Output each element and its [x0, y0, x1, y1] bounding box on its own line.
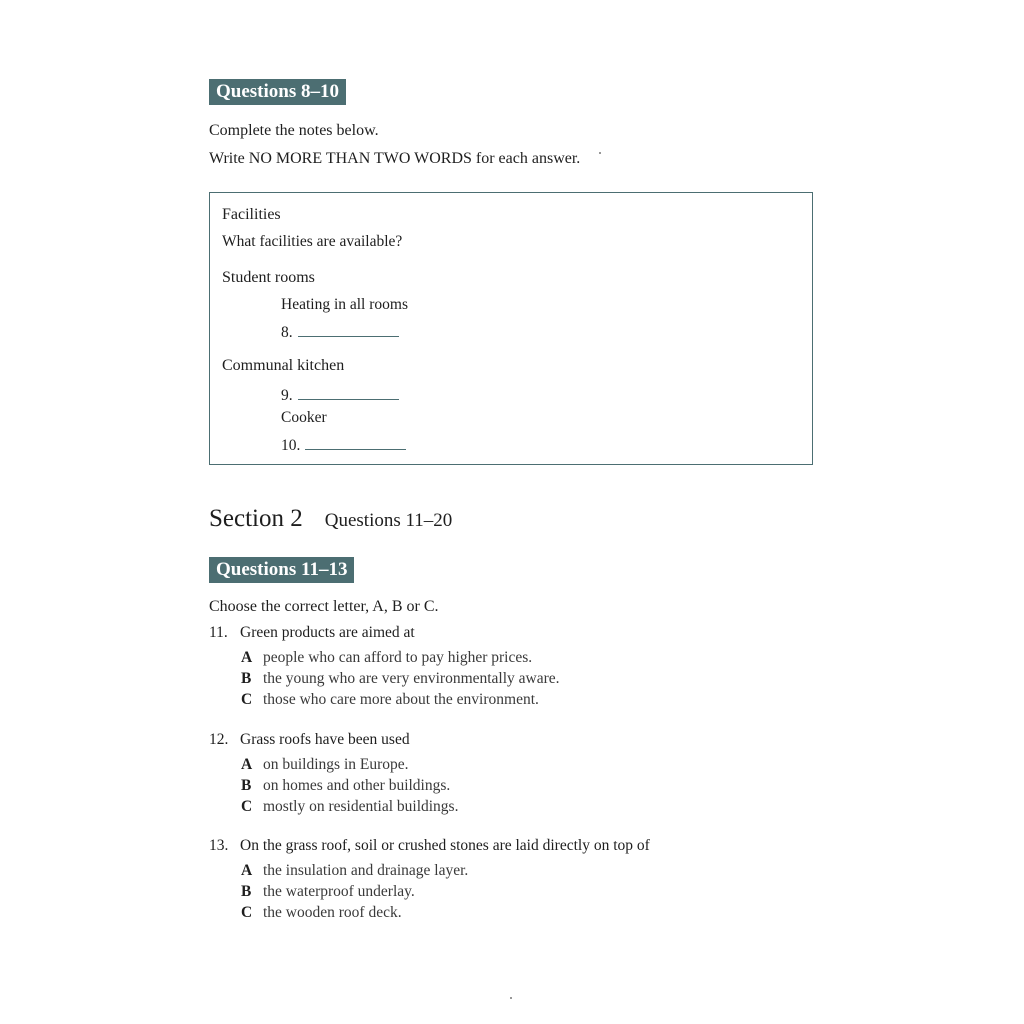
- answer-blank-10[interactable]: [305, 435, 406, 450]
- option-text: mostly on residential buildings.: [263, 798, 459, 815]
- section-2-heading: [209, 505, 452, 533]
- student-rooms-heading: Student rooms: [222, 269, 315, 286]
- option-text: on homes and other buildings.: [263, 777, 451, 794]
- question-13-text: On the grass roof, soil or crushed stones are laid directly on top of: [240, 837, 650, 854]
- answer-blank-9[interactable]: [298, 385, 399, 400]
- option-letter: C: [241, 691, 253, 708]
- option-letter: A: [241, 862, 253, 879]
- option-text: the wooden roof deck.: [263, 904, 402, 921]
- heating-note: Heating in all rooms: [281, 296, 408, 313]
- q13-option-c[interactable]: [241, 904, 402, 922]
- option-letter: C: [241, 904, 253, 921]
- option-text: the insulation and drainage layer.: [263, 862, 469, 879]
- option-text: people who can afford to pay higher prices.: [263, 649, 533, 666]
- facilities-question: What facilities are available?: [222, 233, 403, 250]
- facilities-heading: Facilities: [222, 206, 281, 223]
- question-8-row: [281, 322, 399, 342]
- instruction-word-limit: Write NO MORE THAN TWO WORDS for each answer.: [209, 150, 581, 167]
- question-11-number: 11.: [209, 624, 228, 641]
- question-11: [209, 624, 415, 642]
- option-text: those who care more about the environment.: [263, 691, 539, 708]
- section-subtitle: Questions 11–20: [324, 510, 453, 531]
- q13-option-b[interactable]: [241, 883, 415, 901]
- question-11-text: Green products are aimed at: [240, 624, 415, 641]
- question-12: [209, 731, 410, 749]
- print-speck: [599, 152, 601, 154]
- question-10-row: [281, 435, 406, 455]
- option-text: the waterproof underlay.: [263, 883, 415, 900]
- question-8-number: 8.: [281, 324, 293, 341]
- q11-option-a[interactable]: [241, 649, 532, 667]
- option-letter: B: [241, 670, 252, 687]
- q12-option-a[interactable]: [241, 756, 409, 774]
- q12-option-b[interactable]: [241, 777, 450, 795]
- option-letter: B: [241, 883, 252, 900]
- questions-11-13-badge: Questions 11–13: [209, 557, 354, 583]
- cooker-note: Cooker: [281, 409, 327, 426]
- option-letter: B: [241, 777, 252, 794]
- q11-option-c[interactable]: [241, 691, 539, 709]
- instruction-complete-notes: Complete the notes below.: [209, 122, 379, 139]
- questions-8-10-badge: Questions 8–10: [209, 79, 346, 105]
- communal-kitchen-heading: Communal kitchen: [222, 357, 345, 374]
- question-13: [209, 837, 650, 855]
- option-letter: A: [241, 756, 253, 773]
- option-letter: A: [241, 649, 253, 666]
- q13-option-a[interactable]: [241, 862, 468, 880]
- option-text: on buildings in Europe.: [263, 756, 409, 773]
- question-13-number: 13.: [209, 837, 229, 854]
- question-12-text: Grass roofs have been used: [240, 731, 410, 748]
- answer-blank-8[interactable]: [298, 322, 399, 337]
- question-12-number: 12.: [209, 731, 229, 748]
- section-title: Section 2: [209, 505, 303, 532]
- option-text: the young who are very environmentally aware.: [263, 670, 560, 687]
- q12-option-c[interactable]: [241, 798, 458, 816]
- q11-option-b[interactable]: [241, 670, 560, 688]
- question-10-number: 10.: [281, 437, 301, 454]
- print-speck: [510, 997, 512, 999]
- question-9-row: [281, 385, 399, 405]
- option-letter: C: [241, 798, 253, 815]
- question-9-number: 9.: [281, 387, 293, 404]
- instruction-choose-letter: Choose the correct letter, A, B or C.: [209, 598, 439, 615]
